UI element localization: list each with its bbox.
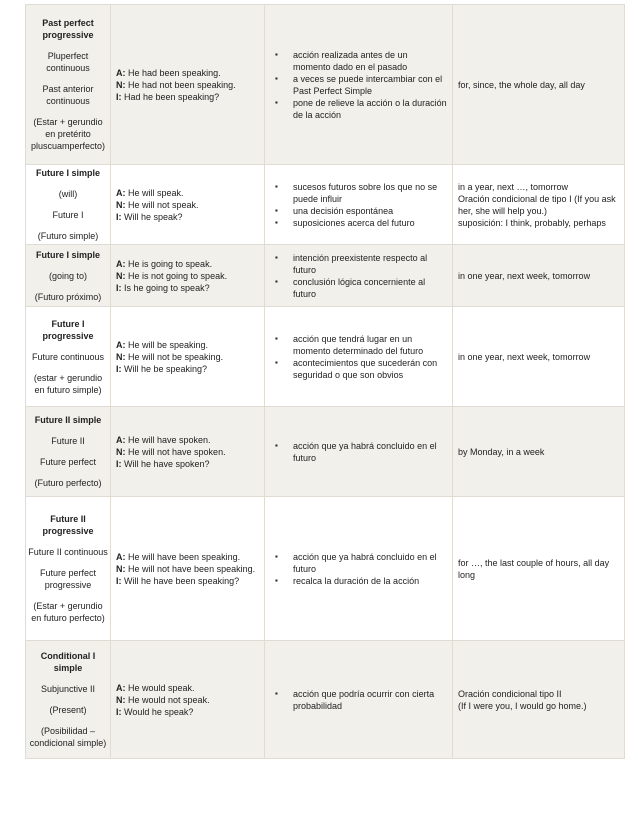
- table-row: [26, 407, 625, 497]
- example-text: He is not going to speak.: [128, 270, 228, 281]
- example-label: A:: [116, 187, 126, 198]
- tense-alt-name: Future II: [51, 436, 85, 446]
- uses-list: [273, 252, 447, 300]
- tense-alt-name: Future II continuous: [28, 547, 108, 557]
- table-row: [26, 5, 625, 165]
- uses-list: [273, 551, 447, 587]
- example-label: I:: [116, 91, 122, 102]
- examples-cell: [111, 165, 265, 245]
- tense-alt-name: (Estar + gerundio en futuro perfecto): [31, 601, 105, 623]
- tense-alt-name: (Futuro próximo): [34, 291, 102, 302]
- example-label: N:: [116, 563, 126, 574]
- list-item: ▪ acción que ya habrá concluido en el futuro: [273, 551, 447, 575]
- example-text: He will not be speaking.: [128, 351, 224, 362]
- tense-alt-name: (Futuro simple): [37, 231, 99, 241]
- list-item: ▪ acontecimientos que sucederán con seguridad o que son obvios: [273, 357, 447, 381]
- tense-alt-name: (Present): [49, 705, 87, 715]
- list-item: ▪ recalca la duración de la acción: [273, 575, 447, 587]
- examples-cell: [111, 245, 265, 307]
- tense-alt-name: Future continuous: [31, 351, 105, 362]
- tense-alt-name: (Posibilidad – condicional simple): [29, 726, 107, 748]
- tense-alt-name: (estar + gerundio en futuro simple): [33, 372, 103, 395]
- example-line: [116, 187, 259, 199]
- examples-cell: [111, 5, 265, 165]
- example-label: A:: [116, 67, 126, 78]
- tense-table: [25, 4, 625, 759]
- tense-title: Future I simple: [35, 168, 100, 178]
- example-label: N:: [116, 199, 126, 210]
- signal-words-cell: Oración condicional tipo II (If I were you, I would go home.): [453, 641, 625, 759]
- uses-list: [273, 440, 447, 464]
- example-label: I:: [116, 706, 122, 717]
- tense-name-cell: [26, 307, 111, 407]
- example-label: I:: [116, 211, 122, 222]
- example-text: He would speak.: [128, 682, 195, 693]
- tense-alt-name: (going to): [48, 270, 88, 281]
- example-line: [116, 563, 259, 575]
- table-row: [26, 165, 625, 245]
- uses-cell: [265, 407, 453, 497]
- tense-alt-name: Past anterior continuous: [42, 84, 94, 106]
- uses-cell: [265, 5, 453, 165]
- list-item: ▪ una decisión espontánea: [273, 205, 447, 217]
- example-line: [116, 351, 259, 363]
- example-text: He is going to speak.: [128, 258, 213, 269]
- example-text: He will not have spoken.: [128, 446, 226, 457]
- tense-name-cell: [26, 245, 111, 307]
- signal-words-cell: in one year, next week, tomorrow: [453, 245, 625, 307]
- tense-name-cell: [26, 5, 111, 165]
- example-label: I:: [116, 363, 122, 374]
- list-item: ▪ a veces se puede intercambiar con el Past Perfect Simple: [273, 73, 447, 97]
- example-text: He will not have been speaking.: [128, 563, 256, 574]
- uses-list: [273, 49, 447, 121]
- tense-title: Future I progressive: [42, 318, 94, 341]
- example-line: [116, 282, 259, 294]
- list-item: ▪ acción que tendrá lugar en un momento determinado del futuro: [273, 333, 447, 357]
- tense-name-cell: [26, 165, 111, 245]
- example-line: [116, 211, 259, 223]
- tense-title: Future I simple: [35, 249, 100, 260]
- signal-words-cell: for, since, the whole day, all day: [453, 5, 625, 165]
- examples-cell: [111, 307, 265, 407]
- uses-list: [273, 333, 447, 381]
- tense-title: Conditional I simple: [40, 651, 96, 673]
- example-text: He had been speaking.: [128, 67, 221, 78]
- example-text: He will have spoken.: [128, 434, 211, 445]
- signal-words-cell: in one year, next week, tomorrow: [453, 307, 625, 407]
- examples-cell: [111, 407, 265, 497]
- signal-words-cell: in a year, next …, tomorrow Oración condicional de tipo I (If you ask her, she will help you.) suposición: I think, probably, perhaps: [453, 165, 625, 245]
- example-line: [116, 199, 259, 211]
- list-item: ▪ acción que ya habrá concluido en el futuro: [273, 440, 447, 464]
- example-text: Had he been speaking?: [124, 91, 220, 102]
- list-item: ▪ pone de relieve la acción o la duración de la acción: [273, 97, 447, 121]
- uses-cell: [265, 307, 453, 407]
- example-label: N:: [116, 79, 126, 90]
- example-line: [116, 363, 259, 375]
- tense-alt-name: (will): [58, 189, 78, 199]
- example-text: Will he have been speaking?: [124, 575, 240, 586]
- signal-words-cell: for …, the last couple of hours, all day long: [453, 497, 625, 641]
- example-line: [116, 339, 259, 351]
- list-item: ▪ suposiciones acerca del futuro: [273, 217, 447, 229]
- example-line: [116, 458, 259, 470]
- example-text: Will he speak?: [124, 211, 183, 222]
- example-text: Is he going to speak?: [124, 282, 210, 293]
- example-line: [116, 575, 259, 587]
- example-label: N:: [116, 270, 126, 281]
- example-label: A:: [116, 258, 126, 269]
- tense-title: Future II simple: [34, 415, 102, 425]
- example-line: [116, 434, 259, 446]
- tense-title: Past perfect progressive: [42, 18, 94, 40]
- uses-list: [273, 688, 447, 712]
- examples-cell: [111, 497, 265, 641]
- example-text: Will he be speaking?: [124, 363, 208, 374]
- example-text: He will be speaking.: [128, 339, 209, 350]
- example-label: A:: [116, 682, 126, 693]
- tense-name-cell: [26, 407, 111, 497]
- tense-alt-name: Future perfect: [39, 457, 97, 467]
- example-line: [116, 258, 259, 270]
- example-line: [116, 79, 259, 91]
- tense-title: Future II progressive: [42, 514, 94, 536]
- tense-name-cell: [26, 497, 111, 641]
- example-text: He had not been speaking.: [128, 79, 236, 90]
- example-label: I:: [116, 575, 122, 586]
- list-item: ▪ conclusión lógica concerniente al futuro: [273, 276, 447, 300]
- list-item: ▪ sucesos futuros sobre los que no se puede influir: [273, 181, 447, 205]
- example-text: Will he have spoken?: [124, 458, 210, 469]
- example-text: He would not speak.: [128, 694, 210, 705]
- uses-cell: [265, 165, 453, 245]
- example-label: I:: [116, 458, 122, 469]
- example-label: N:: [116, 351, 126, 362]
- example-line: [116, 551, 259, 563]
- tense-alt-name: Subjunctive II: [40, 684, 96, 694]
- example-label: I:: [116, 282, 122, 293]
- example-text: He will speak.: [128, 187, 184, 198]
- example-label: A:: [116, 551, 126, 562]
- uses-cell: [265, 641, 453, 759]
- list-item: ▪ acción que podría ocurrir con cierta probabilidad: [273, 688, 447, 712]
- tense-alt-name: (Estar + gerundio en pretérito pluscuamperfecto): [30, 117, 106, 151]
- example-line: [116, 67, 259, 79]
- uses-cell: [265, 497, 453, 641]
- signal-words-cell: by Monday, in a week: [453, 407, 625, 497]
- example-line: [116, 682, 259, 694]
- list-item: ▪ intención preexistente respecto al futuro: [273, 252, 447, 276]
- example-label: A:: [116, 434, 126, 445]
- table-row: [26, 497, 625, 641]
- example-line: [116, 446, 259, 458]
- example-text: Would he speak?: [124, 706, 194, 717]
- table-row: [26, 245, 625, 307]
- example-line: [116, 706, 259, 718]
- example-text: He will not speak.: [128, 199, 199, 210]
- example-line: [116, 694, 259, 706]
- table-row: [26, 641, 625, 759]
- tense-alt-name: Pluperfect continuous: [46, 51, 90, 73]
- list-item: ▪ acción realizada antes de un momento dado en el pasado: [273, 49, 447, 73]
- example-text: He will have been speaking.: [128, 551, 241, 562]
- table-row: [26, 307, 625, 407]
- example-line: [116, 270, 259, 282]
- examples-cell: [111, 641, 265, 759]
- example-label: N:: [116, 446, 126, 457]
- tense-alt-name: Future I: [52, 210, 84, 220]
- tense-alt-name: (Futuro perfecto): [34, 478, 102, 488]
- uses-list: [273, 181, 447, 229]
- example-line: [116, 91, 259, 103]
- example-label: A:: [116, 339, 126, 350]
- tense-name-cell: [26, 641, 111, 759]
- uses-cell: [265, 245, 453, 307]
- example-label: N:: [116, 694, 126, 705]
- tense-alt-name: Future perfect progressive: [39, 568, 97, 590]
